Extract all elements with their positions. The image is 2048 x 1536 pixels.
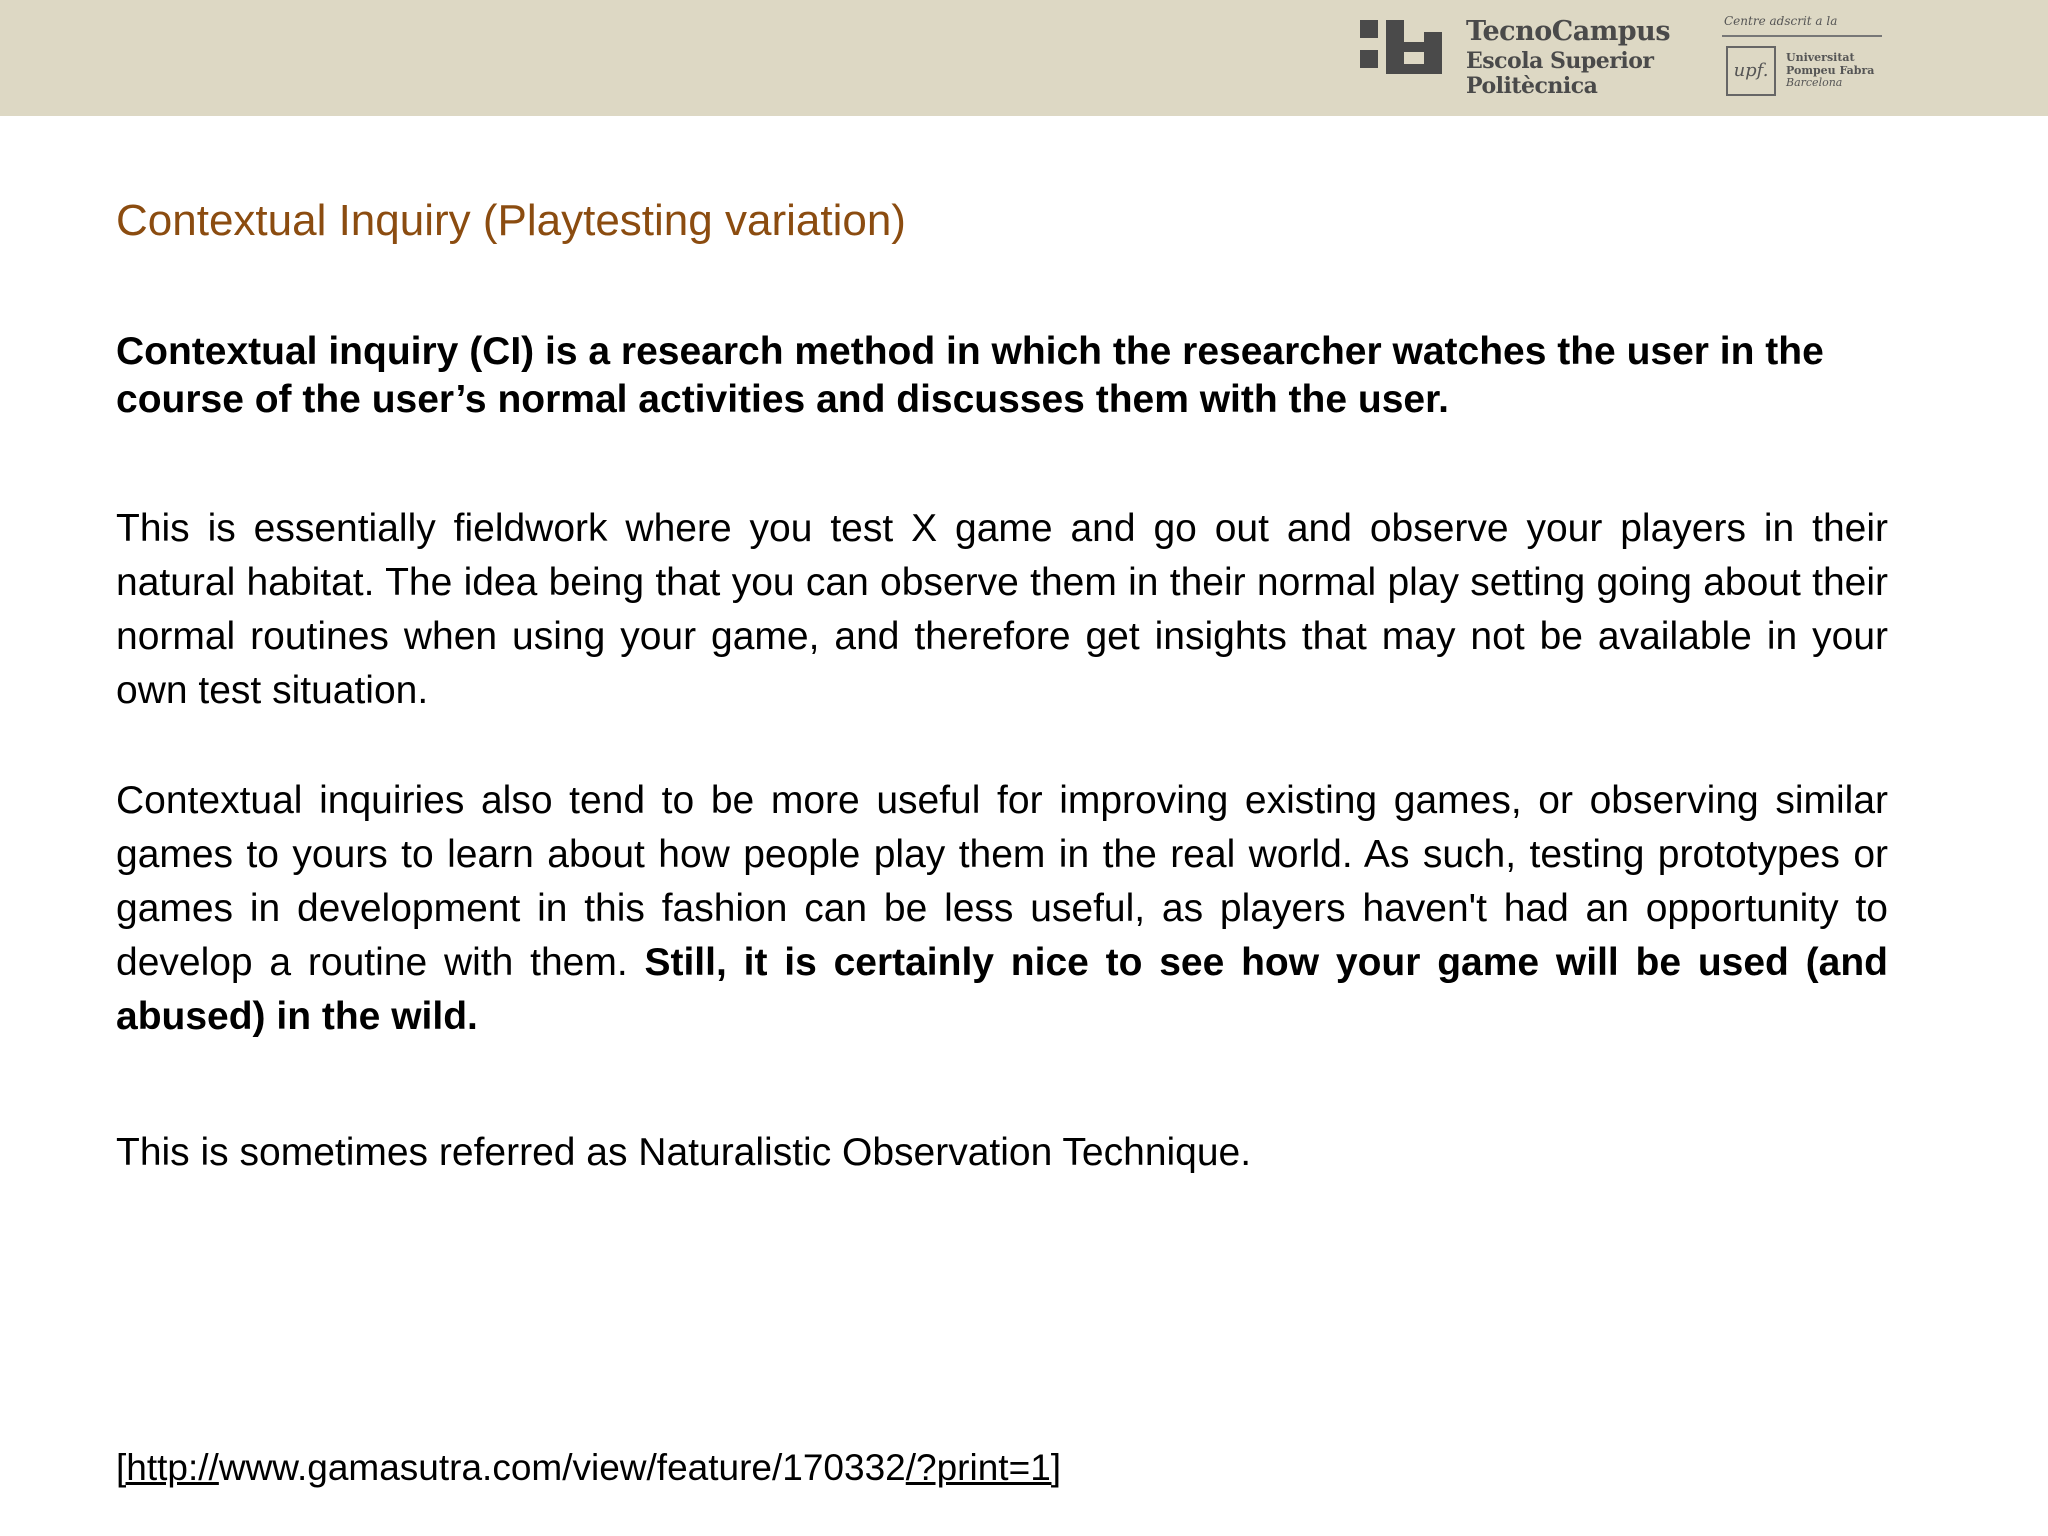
definition-paragraph: Contextual inquiry (CI) is a research method in which the researcher watches the user in the course of the user’s normal activities and discusses them with the user.	[116, 330, 1824, 421]
tecnocampus-logo-icon	[1360, 20, 1444, 74]
upf-logo-icon: upf.	[1726, 46, 1776, 96]
usefulness-paragraph	[116, 774, 1888, 1044]
upf-centre-label: Centre adscrit a la	[1724, 14, 1838, 28]
usefulness-text: Contextual inquiries also tend to be more useful for improving existing games, or observing similar games to yours to learn about how people play them in the real world. As such, testing prototypes or games in development in this fashion can be less useful, as players haven't had an opportunity to develop a routine with them.	[116, 779, 1888, 984]
source-link-prefix[interactable]: [http://	[116, 1447, 219, 1488]
naturalistic-paragraph: This is sometimes referred as Naturalistic Observation Technique.	[116, 1131, 1252, 1174]
upf-university-line3: Barcelona	[1786, 76, 1843, 90]
upf-divider	[1722, 35, 1882, 37]
tecnocampus-subtitle-2: Politècnica	[1466, 73, 1598, 99]
tecnocampus-wordmark	[1466, 18, 1670, 97]
upf-university-line2: Pompeu Fabra	[1786, 63, 1875, 77]
slide-title: Contextual Inquiry (Playtesting variation)	[116, 196, 906, 245]
usefulness-emphasis: Still, it is certainly nice to see how your game will be used (and abused) in the wild.	[116, 941, 1889, 1038]
tecnocampus-subtitle-1: Escola Superior	[1466, 48, 1654, 74]
fieldwork-paragraph: This is essentially fieldwork where you test X game and go out and observe your players in their natural habitat. The idea being that you can observe them in their normal play setting going about their normal routines when using your game, and therefore get insights that may not be available in your own test situation.	[116, 507, 1888, 712]
source-link[interactable]	[116, 1447, 1061, 1489]
source-link-middle[interactable]: www.gamasutra.com/view/feature/170332	[218, 1447, 906, 1488]
upf-university-line1: Universitat	[1786, 51, 1855, 64]
source-link-suffix[interactable]: /?print=1]	[905, 1447, 1062, 1488]
tecnocampus-name: TecnoCampus	[1466, 16, 1671, 47]
upf-university-name	[1786, 52, 1874, 90]
